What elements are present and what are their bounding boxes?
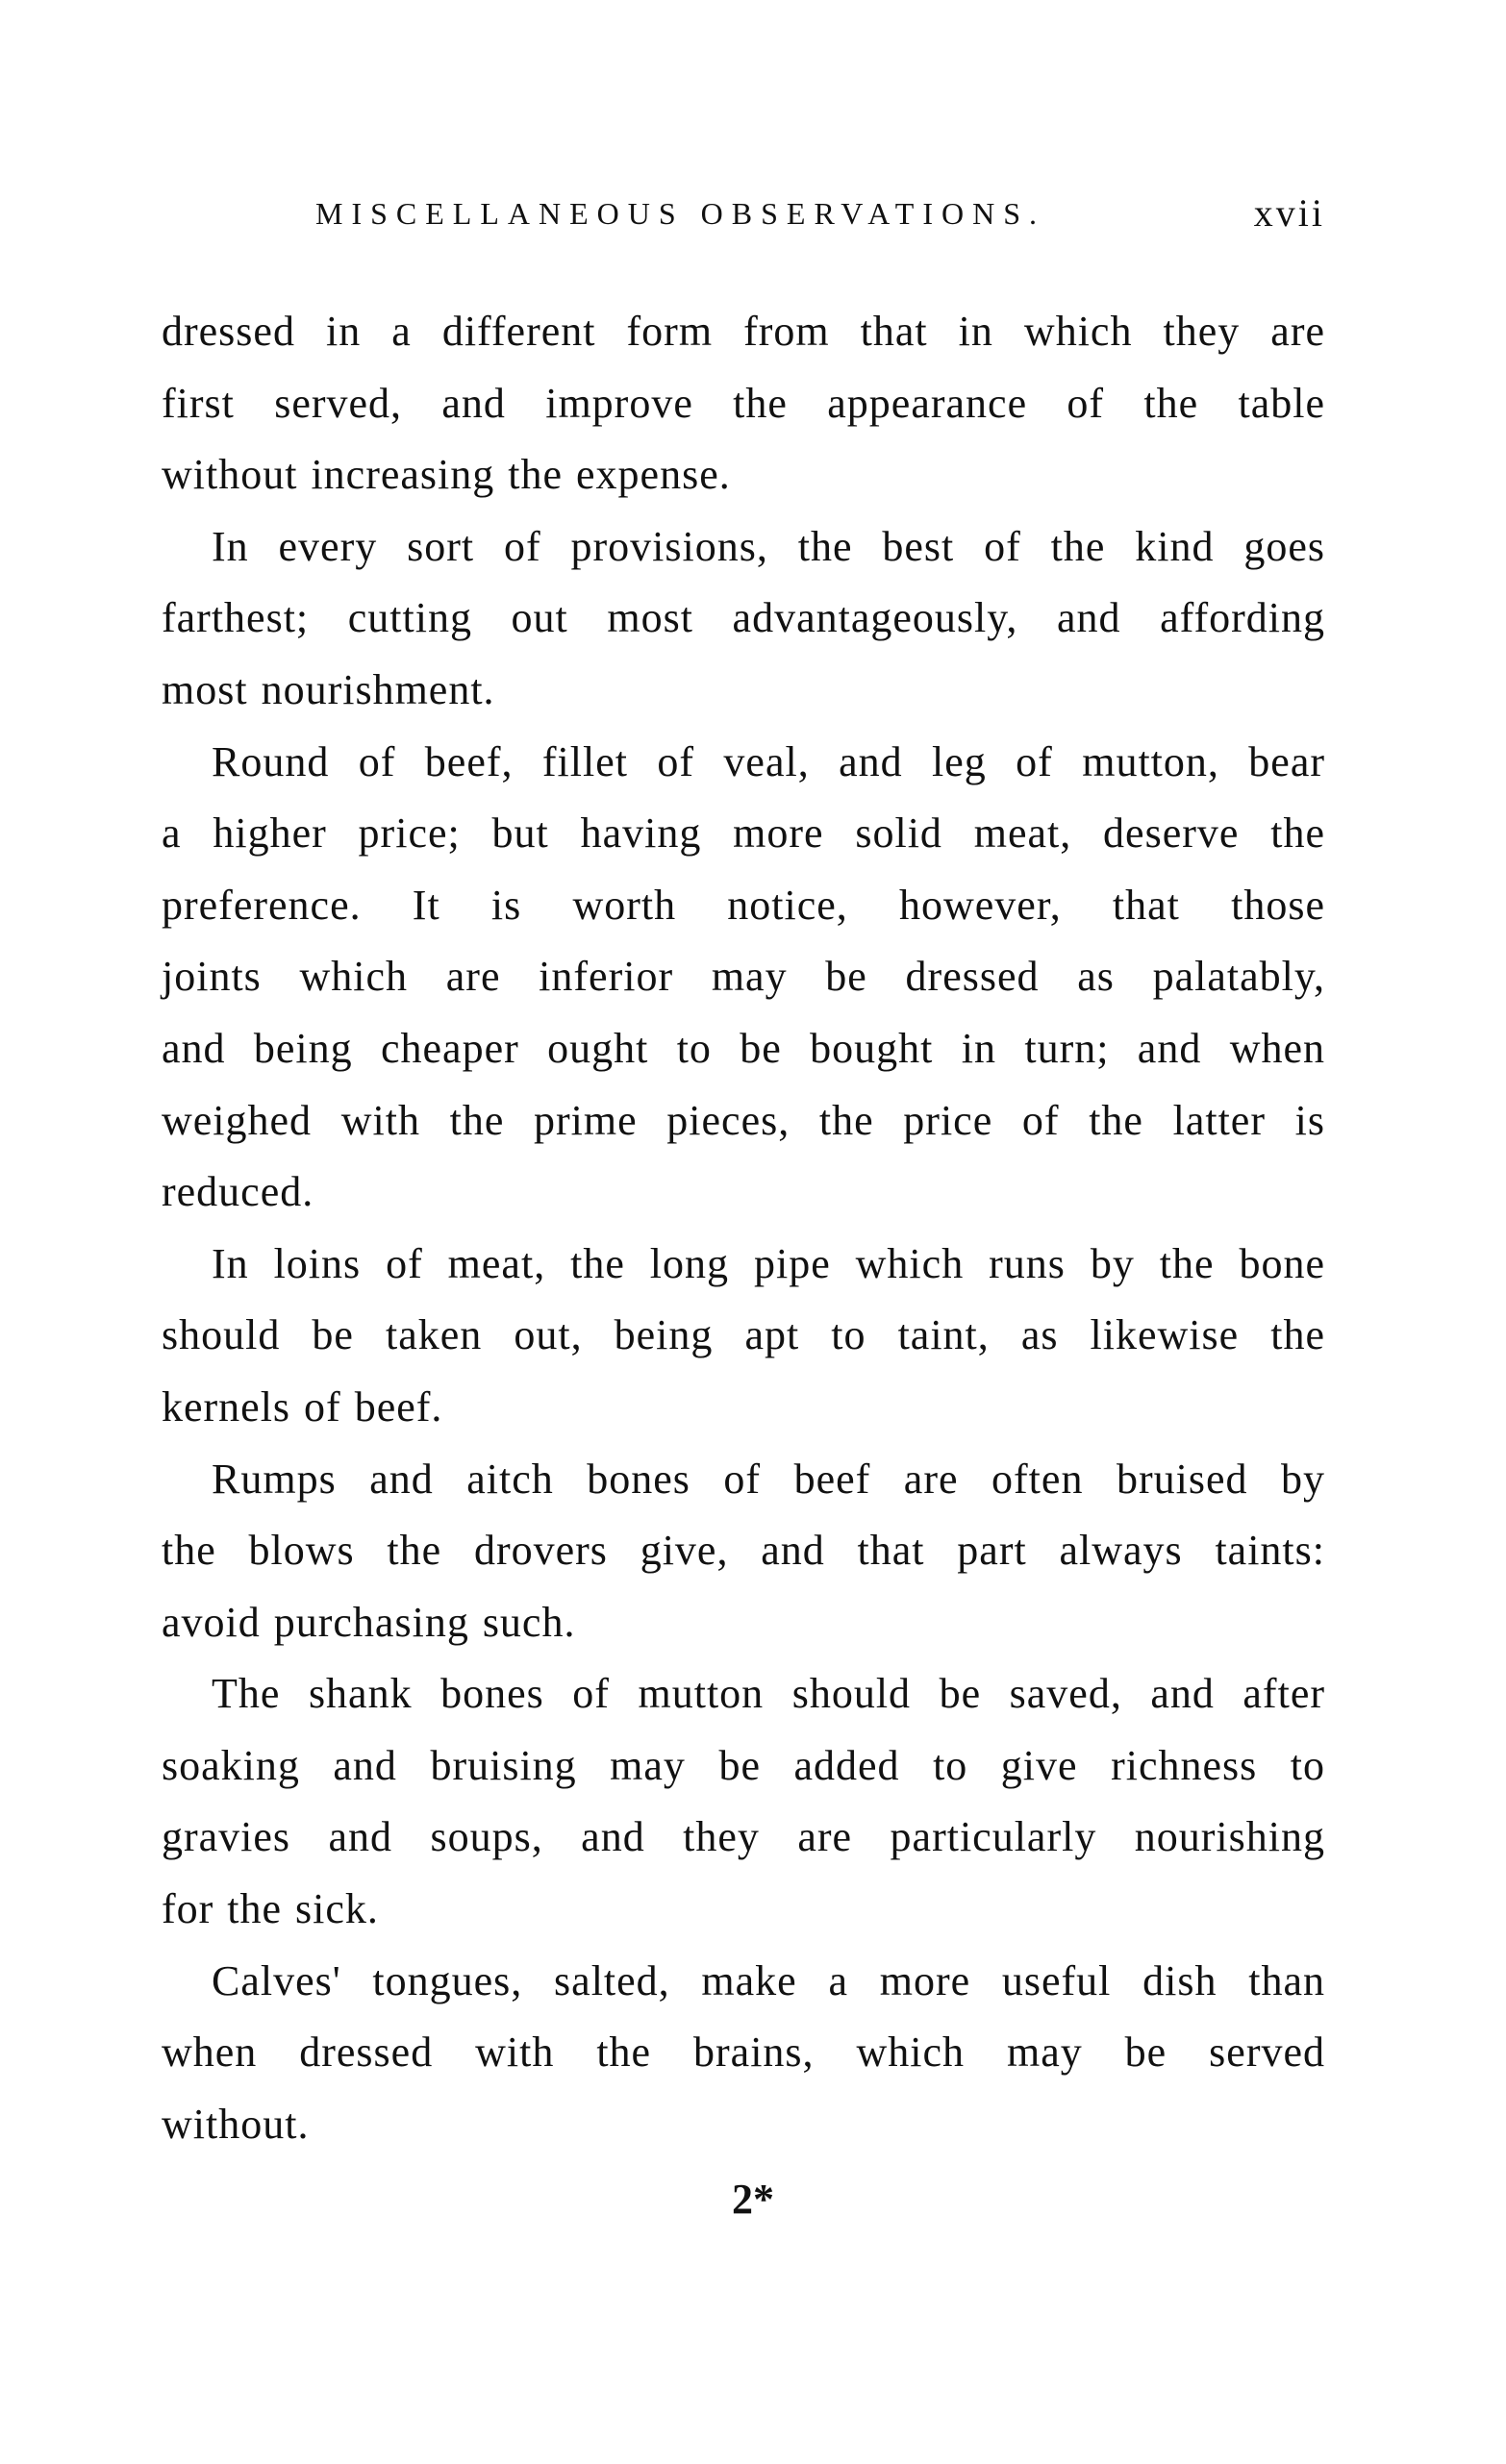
- text-line: when dressed with the brains, which may be served: [162, 2028, 1325, 2077]
- signature-mark: 2*: [732, 2176, 774, 2223]
- text-line: avoid purchasing such.: [162, 1598, 576, 1646]
- text-line: preference. It is worth notice, however, that those: [162, 881, 1325, 929]
- paragraph: [162, 296, 1325, 511]
- paragraph: [162, 1658, 1325, 1945]
- text-line: Calves' tongues, salted, make a more useful dish than: [212, 1956, 1325, 2004]
- text-line: reduced.: [162, 1168, 314, 1216]
- running-title: MISCELLANEOUS OBSERVATIONS.: [315, 196, 1046, 231]
- text-line: In every sort of provisions, the best of the kind goes: [212, 522, 1325, 570]
- paragraph: [162, 1946, 1325, 2161]
- text-line: for the sick.: [162, 1885, 379, 1933]
- page-number: xvii: [1253, 191, 1325, 235]
- text-line: dressed in a different form from that in which they are: [162, 308, 1325, 355]
- text-line: weighed with the prime pieces, the price of the latter is: [162, 1096, 1325, 1144]
- text-line: a higher price; but having more solid meat, deserve the: [162, 809, 1325, 858]
- text-line: farthest; cutting out most advantageously, and affording: [162, 594, 1325, 642]
- text-line: without.: [162, 2100, 310, 2148]
- text-line: In loins of meat, the long pipe which runs by the bone: [212, 1239, 1325, 1287]
- text-line: soaking and bruising may be added to give richness to: [162, 1741, 1325, 1789]
- running-header: [162, 185, 1325, 242]
- text-line: Round of beef, fillet of veal, and leg of mutton, bear: [212, 737, 1325, 785]
- text-line: gravies and soups, and they are particularly nourishing: [162, 1813, 1325, 1861]
- text-line: should be taken out, being apt to taint, as likewise the: [162, 1311, 1325, 1359]
- text-line: the blows the drovers give, and that part always taints:: [162, 1527, 1325, 1575]
- text-line: kernels of beef.: [162, 1382, 443, 1431]
- text-line: Rumps and aitch bones of beef are often bruised by: [212, 1455, 1325, 1503]
- text-line: The shank bones of mutton should be saved, and after: [212, 1670, 1325, 1718]
- paragraph: [162, 511, 1325, 727]
- paragraph: [162, 727, 1325, 1229]
- text-line: without increasing the expense.: [162, 451, 731, 499]
- paragraph: [162, 1444, 1325, 1659]
- text-line: first served, and improve the appearance of the table: [162, 379, 1325, 427]
- text-line: most nourishment.: [162, 665, 495, 713]
- paragraph: [162, 1229, 1325, 1444]
- text-line: joints which are inferior may be dressed as palatably,: [162, 953, 1325, 1001]
- page-body: [162, 296, 1325, 2160]
- text-line: and being cheaper ought to be bought in turn; and when: [162, 1024, 1325, 1072]
